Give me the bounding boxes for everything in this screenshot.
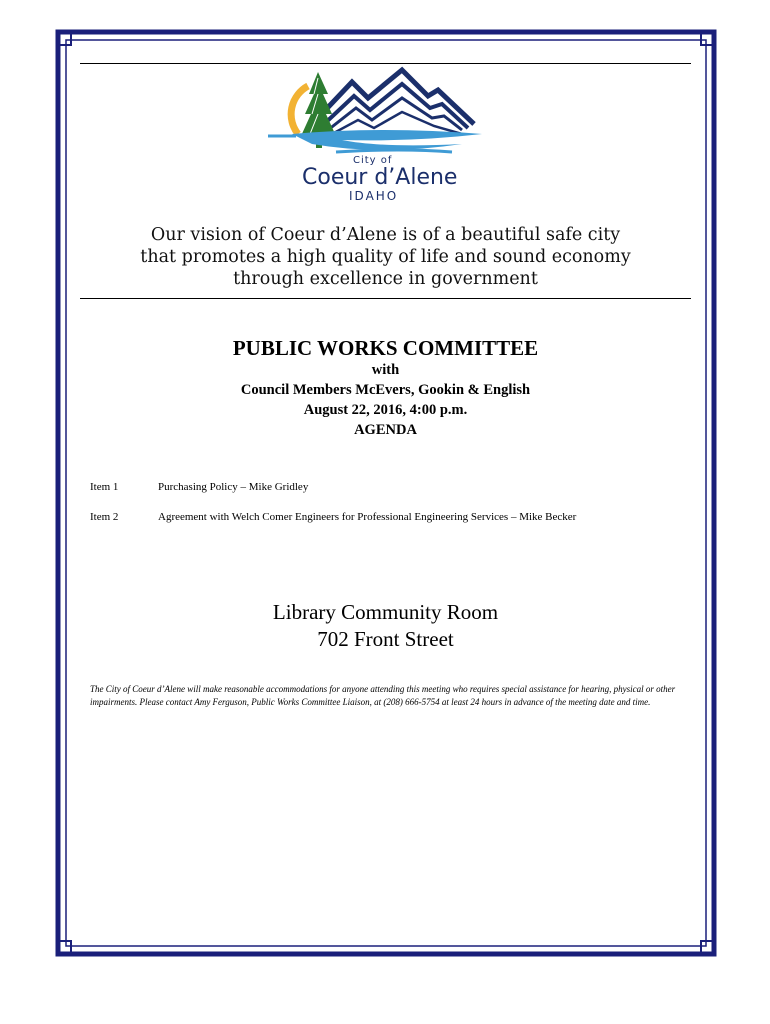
agenda-label: AGENDA <box>354 422 417 438</box>
vision-rule <box>80 298 691 299</box>
accessibility-notice: The City of Coeur d’Alene will make reasonable accommodations for anyone attending this meeting who requires special assistance for hearing, physical or other impairments. Please contact Amy Ferguson, Public Works Committee Liaison, at (208) 666-5754 at least 24 hours in advance of the meeting date and time. <box>90 684 676 707</box>
committee-title: PUBLIC WORKS COMMITTEE <box>232 336 539 360</box>
agenda-item-number: Item 2 <box>90 511 119 523</box>
vision-statement <box>80 224 691 290</box>
vision-line-3: through excellence in government <box>233 269 538 289</box>
agenda-heading <box>80 336 691 440</box>
logo-city-name: Coeur d’Alene <box>302 165 458 190</box>
location-address: 702 Front Street <box>317 627 454 651</box>
heading-with: with <box>371 362 400 378</box>
logo-state: IDAHO <box>349 189 399 203</box>
vision-line-2: that promotes a high quality of life and sound economy <box>140 247 631 267</box>
agenda-item-text: Agreement with Welch Comer Engineers for Professional Engineering Services – Mike Becker <box>158 511 577 523</box>
agenda-item-text: Purchasing Policy – Mike Gridley <box>158 481 309 493</box>
agenda-item-number: Item 1 <box>90 481 119 493</box>
vision-line-1: Our vision of Coeur d’Alene is of a beautiful safe city <box>150 225 621 245</box>
meeting-datetime: August 22, 2016, 4:00 p.m. <box>303 402 468 418</box>
logo-city-of: City of <box>353 155 393 166</box>
city-logo <box>262 64 508 209</box>
meeting-location <box>80 599 691 653</box>
council-members: Council Members McEvers, Gookin & English <box>240 382 531 398</box>
location-room: Library Community Room <box>272 600 499 624</box>
